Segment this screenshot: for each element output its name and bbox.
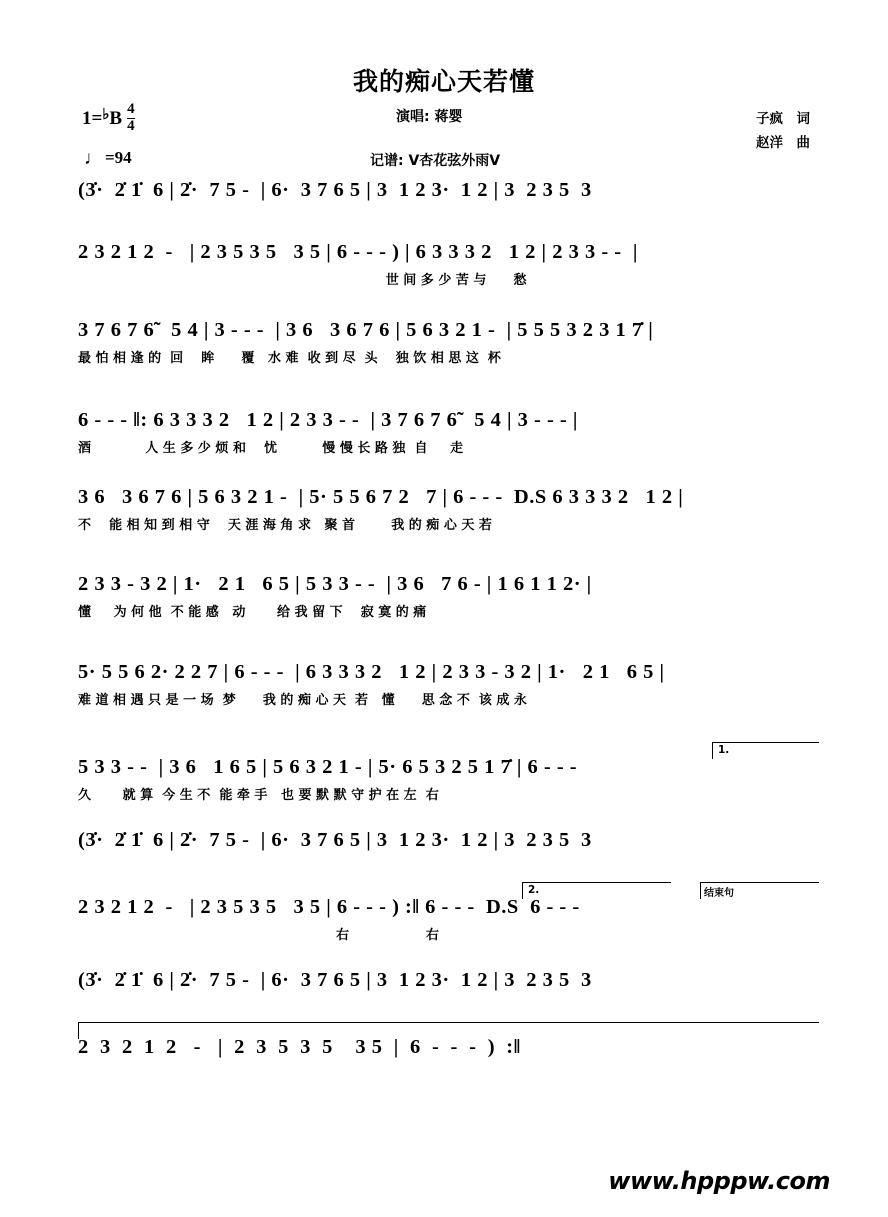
lyrics-line: 酒 人 生 多 少 烦 和 忧 慢 慢 长 路 独 自 走 bbox=[78, 440, 464, 456]
key-letter: B bbox=[109, 108, 123, 130]
ending-label-2: 2. bbox=[528, 884, 540, 896]
key-signature-text: 1= bbox=[82, 108, 103, 130]
notes-line: (3̇· 2̇ 1̇ 6 | 2̇· 7 5 - | 6· 3 7 6 5 | 3 1 2 3· 1 2 | 3 2 3 5 3 bbox=[78, 969, 592, 991]
notes-line: 5· 5 5 6 2· 2 2 7 | 6 - - - | 6 3 3 3 2 1 2 | 2 3 3 - 3 2 | 1· 2 1 6 5 | bbox=[78, 661, 665, 683]
notes-line: 2 3 2 1 2 - | 2 3 5 3 5 3 5 | 6 - - - ) :‖ 6 - - - D.S 6 - - - bbox=[78, 896, 580, 918]
notes-line: 2 3 3 - 3 2 | 1· 2 1 6 5 | 5 3 3 - - | 3 6 7 6 - | 1 6 1 1 2· | bbox=[78, 573, 592, 595]
time-signature bbox=[127, 102, 135, 135]
singer-credit: 演唱: 蒋婴 bbox=[396, 109, 463, 125]
notes-line: 2 3 2 1 2 - | 2 3 5 3 5 3 5 | 6 - - - ) :‖ bbox=[78, 1036, 521, 1058]
music-system bbox=[78, 968, 818, 994]
lyrics-line: 世 间 多 少 苦 与 愁 bbox=[78, 272, 527, 288]
tempo-marking bbox=[84, 148, 132, 168]
notes-line: (3̇· 2̇ 1̇ 6 | 2̇· 7 5 - | 6· 3 7 6 5 | 3 1 2 3· 1 2 | 3 2 3 5 3 bbox=[78, 829, 592, 851]
music-system bbox=[78, 485, 818, 533]
time-signature-numerator: 4 bbox=[127, 101, 135, 117]
lyrics-line: 懂 为 何 他 不 能 感 动 给 我 留 下 寂 寞 的 痛 bbox=[78, 604, 427, 620]
notes-line: (3̇· 2̇ 1̇ 6 | 2̇· 7 5 - | 6· 3 7 6 5 | 3 1 2 3· 1 2 | 3 2 3 5 3 bbox=[78, 179, 592, 201]
music-system bbox=[78, 178, 818, 207]
music-system bbox=[78, 895, 818, 943]
music-system bbox=[78, 572, 818, 620]
notes-line: 2 3 2 1 2 - | 2 3 5 3 5 3 5 | 6 - - - ) | 6 3 3 3 2 1 2 | 2 3 3 - - | bbox=[78, 241, 638, 263]
lyrics-line: 难 道 相 遇 只 是 一 场 梦 我 的 痴 心 天 若 懂 思 念 不 该 成 永 bbox=[78, 692, 527, 708]
final-bracket bbox=[78, 1022, 819, 1039]
time-signature-denominator: 4 bbox=[127, 117, 135, 134]
lyrics-line: 最 怕 相 逢 的 回 眸 覆 水 难 收 到 尽 头 独 饮 相 思 这 杯 bbox=[78, 350, 501, 366]
lyricist-credit: 子疯 词 bbox=[756, 111, 810, 127]
notes-line: 6 - - - ‖: 6 3 3 3 2 1 2 | 2 3 3 - - | 3 7 6 7 6̃ 5 4 | 3 - - - | bbox=[78, 409, 578, 431]
lyrics-line: 久 就 算 今 生 不 能 牵 手 也 要 默 默 守 护 在 左 右 bbox=[78, 787, 439, 803]
notes-line: 5 3 3 - - | 3 6 1 6 5 | 5 6 3 2 1 - | 5· 6 5 3 2 5 1 7̇ | 6 - - - bbox=[78, 756, 578, 778]
notator-credit: 记谱: V杏花弦外雨V bbox=[370, 153, 501, 169]
notes-line: 3 6 3 6 7 6 | 5 6 3 2 1 - | 5· 5 5 6 7 2 7 | 6 - - - D.S 6 3 3 3 2 1 2 | bbox=[78, 486, 684, 508]
quarter-note-icon: ♩ bbox=[84, 147, 103, 169]
page-title: 我的痴心天若懂 bbox=[352, 67, 535, 96]
flat-symbol: ♭ bbox=[102, 106, 110, 123]
watermark: www.hpppw.com bbox=[608, 1167, 830, 1195]
music-system bbox=[78, 755, 818, 803]
lyrics-line: 右 右 bbox=[78, 927, 439, 943]
credits-block bbox=[756, 108, 810, 155]
music-system bbox=[78, 318, 818, 366]
tempo-value: =94 bbox=[105, 148, 132, 167]
music-system bbox=[78, 660, 818, 708]
music-system bbox=[78, 240, 818, 288]
lyrics-line: 不 能 相 知 到 相 守 天 涯 海 角 求 聚 首 我 的 痴 心 天 若 bbox=[78, 517, 492, 533]
composer-credit: 赵洋 曲 bbox=[756, 134, 810, 151]
ending-label-final: 结束句 bbox=[704, 888, 734, 899]
music-system bbox=[78, 828, 818, 854]
ending-bracket-2 bbox=[522, 882, 671, 899]
music-system bbox=[78, 408, 818, 456]
ending-label-1: 1. bbox=[718, 744, 730, 756]
notes-line: 3 7 6 7 6̃ 5 4 | 3 - - - | 3 6 3 6 7 6 | 5 6 3 2 1 - | 5 5 5 3 2 3 1 7̇ | bbox=[78, 319, 654, 341]
key-signature bbox=[82, 103, 135, 136]
